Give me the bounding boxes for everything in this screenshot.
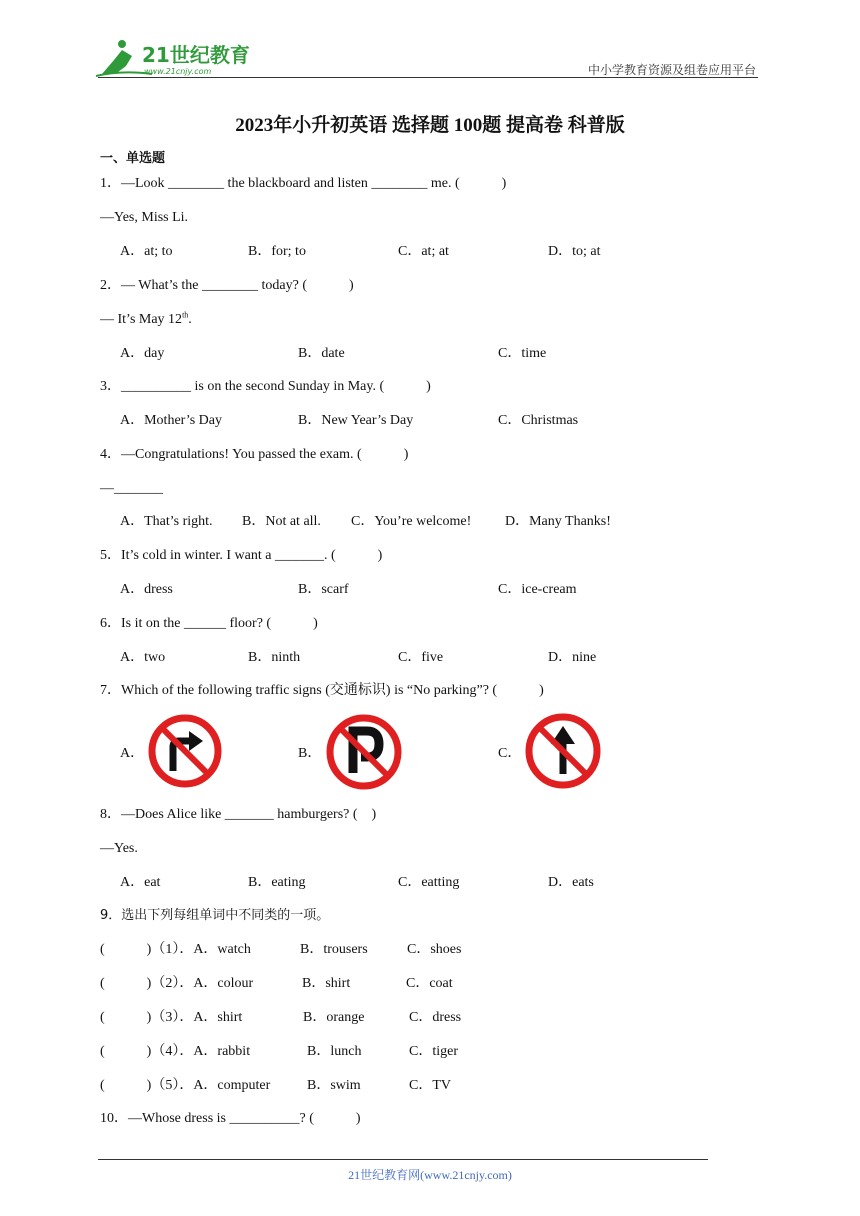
question-2-option-c[interactable]: C．time [498, 346, 547, 361]
question-9-row-1-option-b[interactable]: B．trousers [300, 942, 368, 957]
question-5-option-b[interactable]: B．scarf [298, 582, 349, 597]
question-1-option-c[interactable]: C．at; at [398, 244, 449, 259]
question-4-option-c[interactable]: C．You’re welcome! [351, 514, 472, 529]
question-3-option-a[interactable]: A．Mother’s Day [120, 413, 223, 428]
question-3-option-b[interactable]: B．New Year’s Day [298, 413, 414, 428]
question-9-row-5-option-b[interactable]: B．swim [307, 1078, 361, 1093]
question-1-reply: —Yes, Miss Li. [100, 210, 189, 225]
question-4-option-a[interactable]: A．That’s right. [120, 514, 213, 529]
header-divider [98, 77, 758, 78]
question-8-option-c[interactable]: C．eatting [398, 875, 460, 890]
question-9-row-3-option-c[interactable]: C．dress [409, 1010, 462, 1025]
question-5-option-c[interactable]: C．ice-cream [498, 582, 577, 597]
question-4-reply: —_______ [100, 481, 163, 496]
question-4-stem: 4．—Congratulations! You passed the exam. ( ) [100, 447, 409, 462]
question-8-option-b[interactable]: B．eating [248, 875, 306, 890]
question-9-row-4-option-b[interactable]: B．lunch [307, 1044, 362, 1059]
question-7-stem: 7．Which of the following traffic signs (交通标识) is “No parking”? ( ) [100, 683, 544, 698]
question-8-option-a[interactable]: A．eat [120, 875, 161, 890]
question-9-row-2: ( )（2）．A．colour [100, 976, 254, 991]
no-parking-sign-icon[interactable] [325, 713, 403, 796]
question-7-option-c[interactable]: C． [498, 746, 522, 761]
header-platform-text: 中小学教育资源及组卷应用平台 [587, 63, 756, 77]
question-1-stem: 1．—Look ________ the blackboard and listen ________ me. ( ) [100, 176, 507, 191]
question-6-option-a[interactable]: A．two [120, 650, 166, 665]
question-6-stem: 6．Is it on the ______ floor? ( ) [100, 616, 318, 631]
svg-text:www.21cnjy.com: www.21cnjy.com [144, 67, 212, 76]
question-8-reply: —Yes. [100, 841, 138, 856]
question-9-row-5: ( )（5）．A．computer [100, 1078, 271, 1093]
question-5-stem: 5．It’s cold in winter. I want a _______. ( ) [100, 548, 383, 563]
question-8-option-d[interactable]: D．eats [548, 875, 594, 890]
page-title: 2023年小升初英语 选择题 100题 提高卷 科普版 [235, 115, 625, 136]
svg-text:21世纪教育: 21世纪教育 [142, 43, 250, 67]
question-9-row-5-option-c[interactable]: C．TV [409, 1078, 451, 1093]
section-heading: 一、单选题 [100, 151, 166, 166]
no-right-turn-sign-icon[interactable] [147, 713, 223, 794]
question-10-stem: 10．—Whose dress is __________? ( ) [100, 1111, 361, 1126]
question-1-option-d[interactable]: D．to; at [548, 244, 601, 259]
question-9-row-3-option-b[interactable]: B．orange [303, 1010, 365, 1025]
question-9-row-4: ( )（4）．A．rabbit [100, 1044, 251, 1059]
question-1-option-a[interactable]: A．at; to [120, 244, 173, 259]
question-9-row-1: ( )（1）．A．watch [100, 942, 251, 957]
question-9-stem: 9．选出下列每组单词中不同类的一项。 [100, 908, 330, 923]
question-9-row-4-option-c[interactable]: C．tiger [409, 1044, 458, 1059]
question-6-option-b[interactable]: B．ninth [248, 650, 301, 665]
question-6-option-d[interactable]: D．nine [548, 650, 597, 665]
question-9-row-3: ( )（3）．A．shirt [100, 1010, 243, 1025]
question-8-stem: 8．—Does Alice like _______ hamburgers? ( ) [100, 807, 377, 822]
question-2-option-a[interactable]: A．day [120, 346, 165, 361]
site-logo [92, 36, 262, 80]
question-4-option-b[interactable]: B．Not at all. [242, 514, 321, 529]
question-4-option-d[interactable]: D．Many Thanks! [505, 514, 611, 529]
footer-link[interactable]: 21世纪教育网(www.21cnjy.com) [348, 1168, 512, 1182]
question-1-option-b[interactable]: B．for; to [248, 244, 306, 259]
question-2-reply: — It’s May 12th. [100, 310, 192, 327]
runner-logo-icon [92, 36, 262, 80]
question-9-row-2-option-b[interactable]: B．shirt [302, 976, 351, 991]
no-straight-ahead-sign-icon[interactable] [524, 712, 602, 795]
question-5-option-a[interactable]: A．dress [120, 582, 173, 597]
question-2-stem: 2．— What’s the ________ today? ( ) [100, 278, 354, 293]
question-2-option-b[interactable]: B．date [298, 346, 345, 361]
question-3-option-c[interactable]: C．Christmas [498, 413, 579, 428]
question-7-option-a[interactable]: A． [120, 746, 145, 761]
question-9-row-2-option-c[interactable]: C．coat [406, 976, 453, 991]
footer-divider [98, 1159, 708, 1160]
question-3-stem: 3．__________ is on the second Sunday in May. ( ) [100, 379, 431, 394]
question-7-option-b[interactable]: B． [298, 746, 322, 761]
question-9-row-1-option-c[interactable]: C．shoes [407, 942, 462, 957]
question-6-option-c[interactable]: C．five [398, 650, 444, 665]
